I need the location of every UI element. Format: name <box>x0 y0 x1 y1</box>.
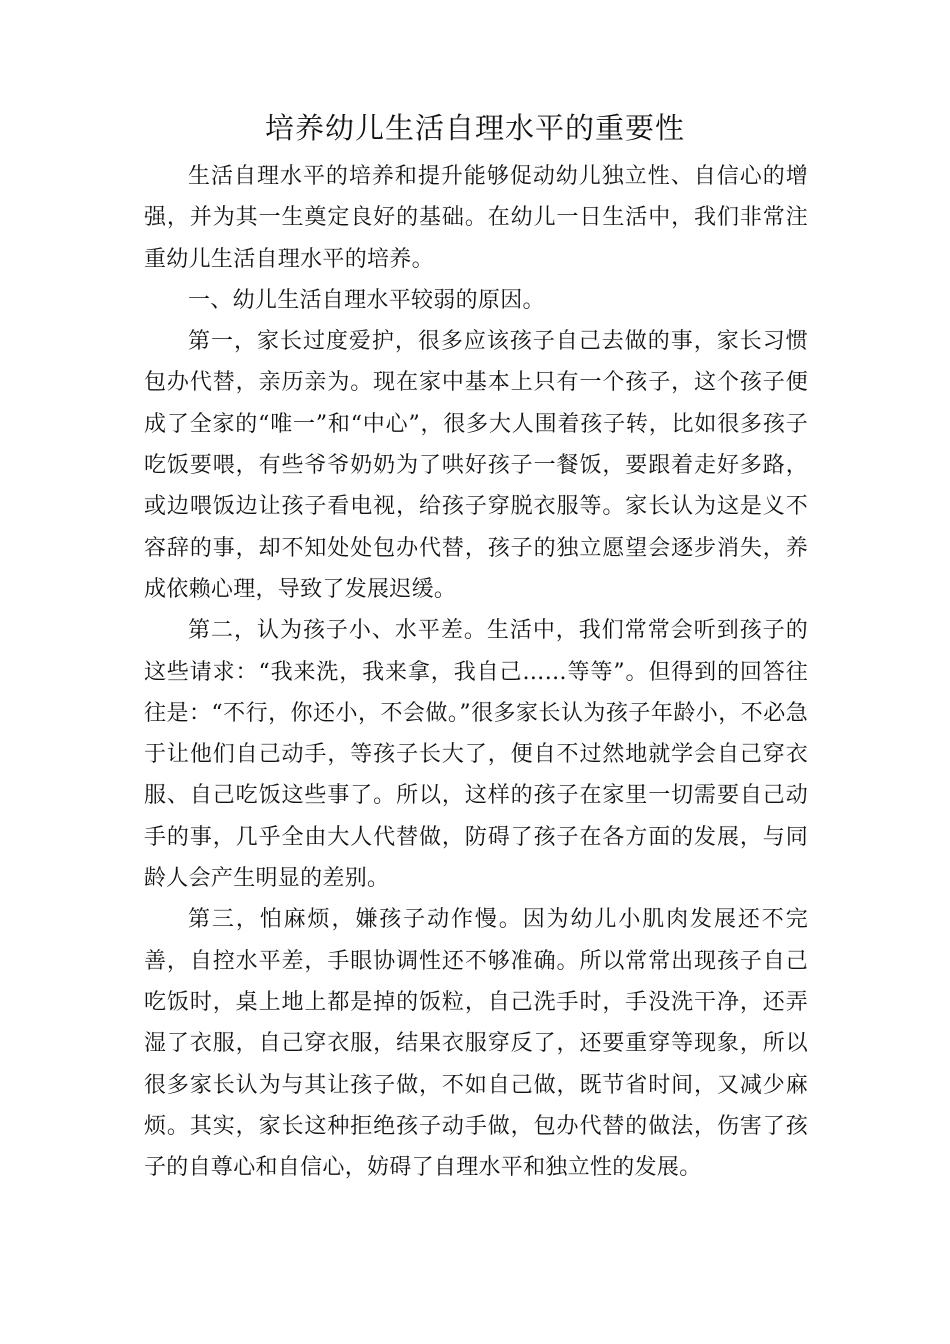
document-title: 培养幼儿生活自理水平的重要性 <box>264 111 685 145</box>
reason-three-paragraph: 第三，怕麻烦，嫌孩子动作慢。因为幼儿小肌肉发展还不完善，自控水平差，手眼协调性还不够准确。所以常常出现孩子自己吃饭时，桌上地上都是掉的饭粒，自己洗手时，手没洗干净，还弄湿了衣服，自己穿衣服，结果衣服穿反了，还要重穿等现象，所以很多家长认为与其让孩子做，不如自己做，既节省时间，又减少麻烦。其实，家长这种拒绝孩子动手做，包办代替的做法，伤害了孩子的自尊心和自信心，妨碍了自理水平和独立性的发展。 <box>144 907 808 1181</box>
section-heading: 一、幼儿生活自理水平较弱的原因。 <box>188 287 545 313</box>
document-body <box>144 156 808 1188</box>
reason-one-paragraph: 第一，家长过度爱护，很多应该孩子自己去做的事，家长习惯包办代替，亲历亲为。现在家中基本上只有一个孩子，这个孩子便成了全家的“唯一”和“中心”，很多大人围着孩子转，比如很多孩子吃饭要喂，有些爷爷奶奶为了哄好孩子一餐饭，要跟着走好多路，或边喂饭边让孩子看电视，给孩子穿脱衣服等。家长认为这是义不容辞的事，却不知处处包办代替，孩子的独立愿望会逐步消失，养成依赖心理，导致了发展迟缓。 <box>144 329 808 602</box>
reason-two-paragraph: 第二，认为孩子小、水平差。生活中，我们常常会听到孩子的这些请求：“我来洗，我来拿，我自己……等等”。但得到的回答往往是：“不行，你还小，不会做。”很多家长认为孩子年龄小，不必急于让他们自己动手，等孩子长大了，便自不过然地就学会自己穿衣服、自己吃饭这些事了。所以，这样的孩子在家里一切需要自己动手的事，几乎全由大人代替做，防碍了孩子在各方面的发展，与同龄人会产生明显的差别。 <box>144 618 808 892</box>
intro-paragraph: 生活自理水平的培养和提升能够促动幼儿独立性、自信心的增强，并为其一生奠定良好的基础。在幼儿一日生活中，我们非常注重幼儿生活自理水平的培养。 <box>144 164 808 272</box>
